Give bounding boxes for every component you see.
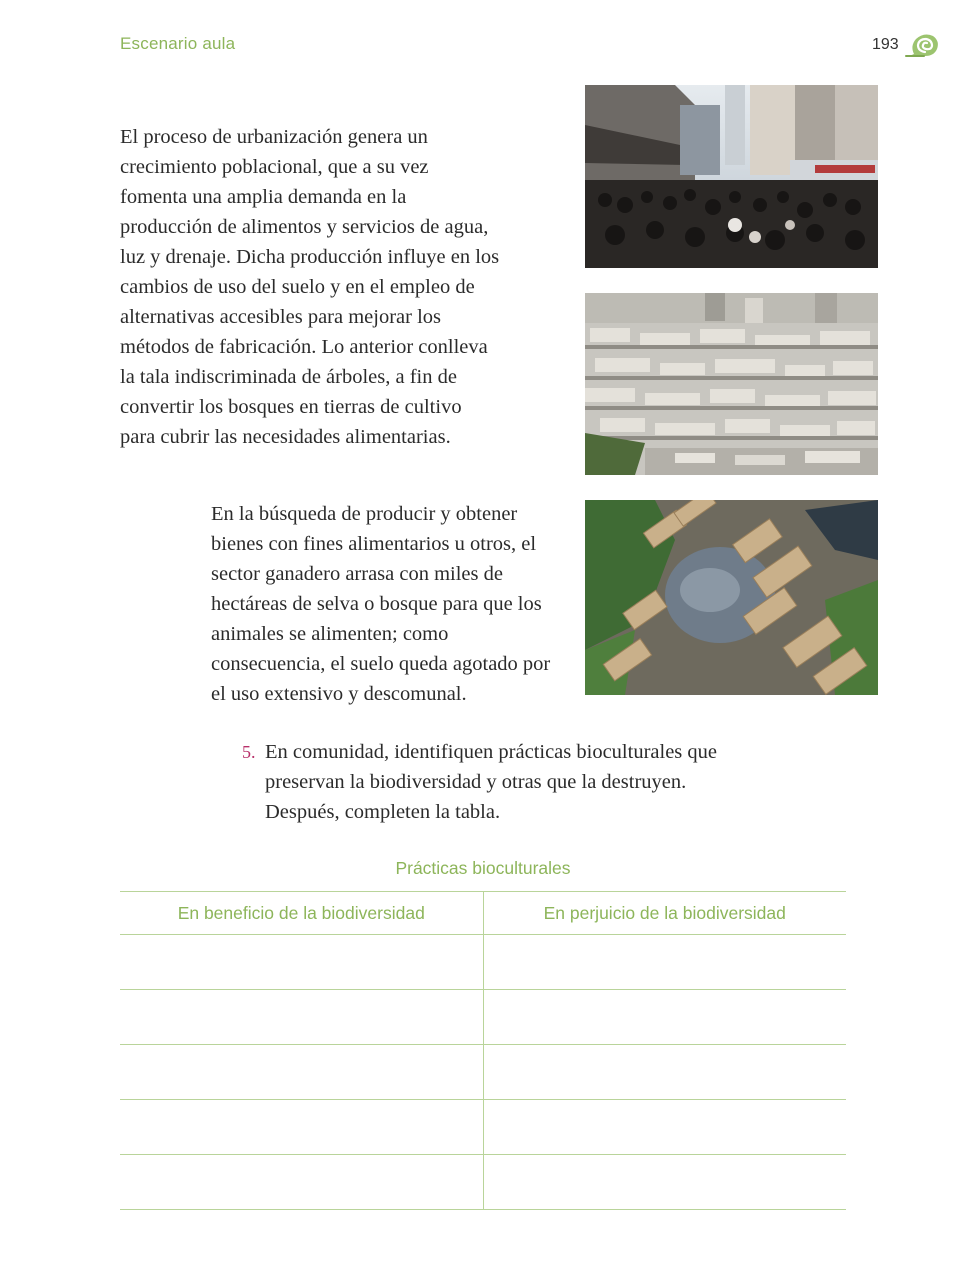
table-cell-harm[interactable] [483,1155,846,1210]
table-cell-harm[interactable] [483,1100,846,1155]
section-title: Escenario aula [120,34,236,53]
table-cell-benefit[interactable] [120,935,483,990]
table-row [120,1045,846,1100]
column-header-benefit: En beneficio de la biodiversidad [120,892,483,935]
activity-item-5 [242,737,742,827]
table-cell-benefit[interactable] [120,1155,483,1210]
practices-table [120,891,846,1210]
activity-number: 5. [242,742,256,762]
table-row [120,1155,846,1210]
table-title: Prácticas bioculturales [395,858,571,878]
table-cell-benefit[interactable] [120,1100,483,1155]
table-header-row [120,892,846,935]
photo-deforestation-logs [585,500,878,695]
table-cell-harm[interactable] [483,1045,846,1100]
table-cell-harm[interactable] [483,935,846,990]
column-header-harm: En perjuicio de la biodiversidad [483,892,846,935]
page-number: 193 [872,36,899,53]
table-cell-benefit[interactable] [120,990,483,1045]
table-cell-benefit[interactable] [120,1045,483,1100]
body-paragraph-urbanization: El proceso de urbanización genera un crecimiento poblacional, que a su vez fomenta una amplia demanda en la producción de alimentos y servicios de agua, luz y drenaje. Dicha producción influye en los cambios de uso del suelo y en el empleo de alternativas accesibles para mejorar los métodos de fabricación. Lo anterior conlleva la tala indiscriminada de árboles, a fin de convertir los bosques en tierras de cultivo para cubrir las necesidades alimentarias. [120,126,500,448]
table-cell-harm[interactable] [483,990,846,1045]
photo-dense-city [585,293,878,475]
table-row [120,990,846,1045]
table-row [120,1100,846,1155]
snail-icon [904,30,940,60]
body-paragraph-livestock: En la búsqueda de producir y obtener bienes con fines alimentarios u otros, el sector ganadero arrasa con miles de hectáreas de selva o bosque para que los animales se alimenten; como consecuencia, el suelo queda agotado por el uso extensivo y descomunal. [211,503,551,705]
activity-instructions: En comunidad, identifiquen prácticas bioculturales que preservan la biodiversidad y otras que la destruyen. Después, completen la tabla. [265,741,717,823]
table-row [120,935,846,990]
photo-urban-crowd [585,85,878,268]
